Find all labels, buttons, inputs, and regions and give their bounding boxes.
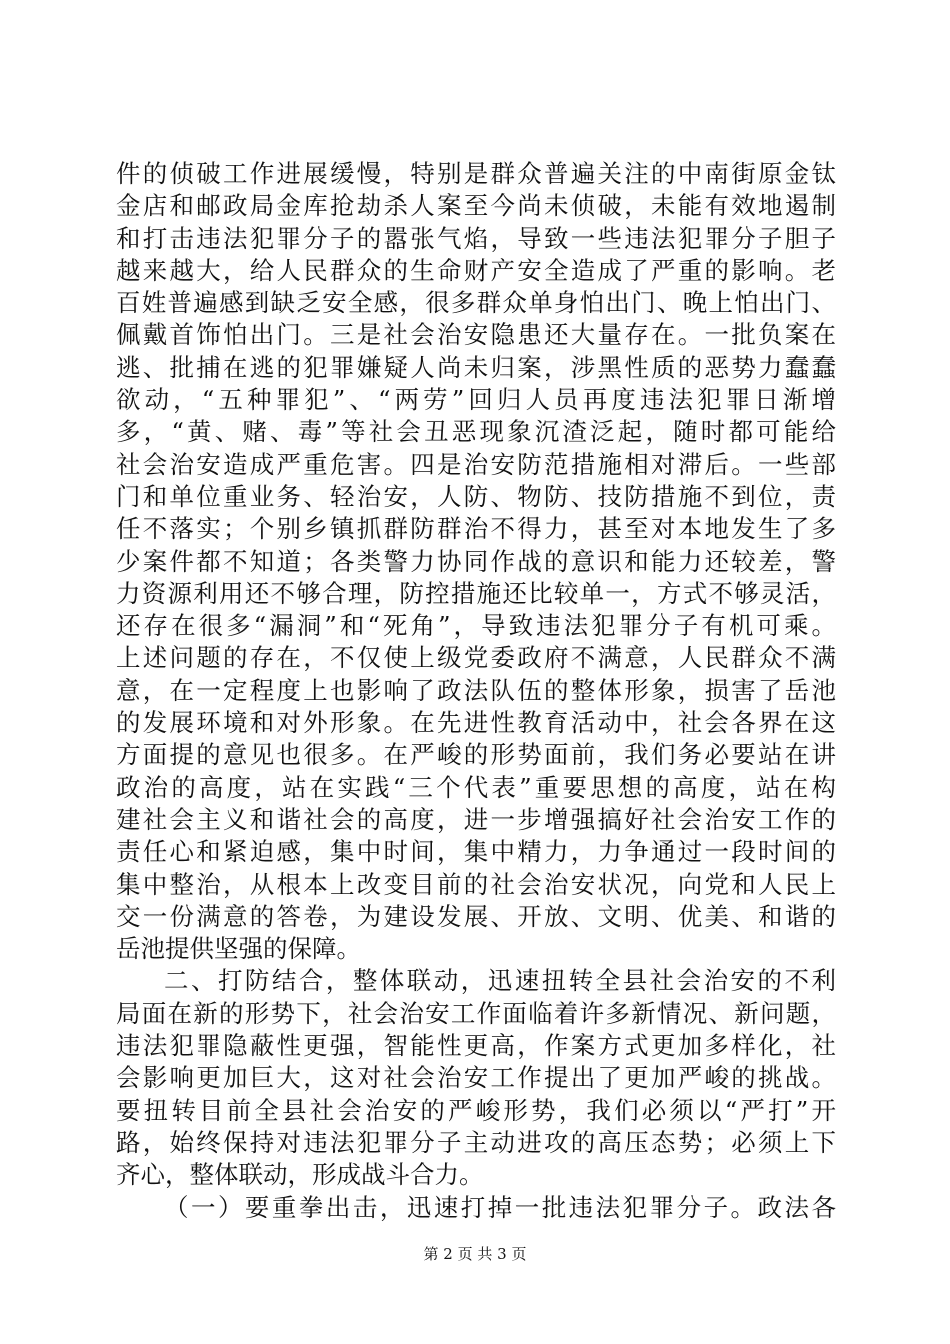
- text-line: 责任心和紧迫感，集中时间，集中精力，力争通过一段时间的: [116, 837, 836, 867]
- text-line: 的发展环境和对外形象。在先进性教育活动中，社会各界在这: [116, 708, 836, 738]
- text-line: （一）要重拳出击，迅速打掉一批违法犯罪分子。政法各: [164, 1192, 836, 1222]
- text-line: 违法犯罪隐蔽性更强，智能性更高，作案方式更加多样化，社: [116, 1031, 836, 1061]
- text-line: 路，始终保持对违法犯罪分子主动进攻的高压态势；必须上下: [116, 1127, 836, 1157]
- text-line: 佩戴首饰怕出门。三是社会治安隐患还大量存在。一批负案在: [116, 320, 836, 350]
- text-line: 力资源利用还不够合理，防控措施还比较单一，方式不够灵活，: [116, 578, 836, 608]
- text-line: 交一份满意的答卷，为建设发展、开放、文明、优美、和谐的: [116, 901, 836, 931]
- text-line: 局面在新的形势下，社会治安工作面临着许多新情况、新问题，: [116, 998, 836, 1028]
- text-line: 建社会主义和谐社会的高度，进一步增强搞好社会治安工作的: [116, 804, 836, 834]
- text-line: 岳池提供坚强的保障。: [116, 934, 361, 964]
- text-line: 会影响更加巨大，这对社会治安工作提出了更加严峻的挑战。: [116, 1063, 836, 1093]
- text-line: 多，“黄、赌、毒”等社会丑恶现象沉渣泛起，随时都可能给: [116, 417, 836, 447]
- text-line: 欲动，“五种罪犯”、“两劳”回归人员再度违法犯罪日渐增: [116, 385, 836, 415]
- text-line: 方面提的意见也很多。在严峻的形势面前，我们务必要站在讲: [116, 740, 836, 770]
- text-line: 还存在很多“漏洞”和“死角”，导致违法犯罪分子有机可乘。: [116, 611, 836, 641]
- text-line: 逃、批捕在逃的犯罪嫌疑人尚未归案，涉黑性质的恶势力蠢蠢: [116, 352, 836, 382]
- text-line: 齐心，整体联动，形成战斗合力。: [116, 1160, 484, 1190]
- text-line: 上述问题的存在，不仅使上级党委政府不满意，人民群众不满: [116, 643, 836, 673]
- text-line: 社会治安造成严重危害。四是治安防范措施相对滞后。一些部: [116, 449, 836, 479]
- body-text: [116, 158, 836, 1224]
- text-line: 任不落实；个别乡镇抓群防群治不得力，甚至对本地发生了多: [116, 514, 836, 544]
- text-line: 政治的高度，站在实践“三个代表”重要思想的高度，站在构: [116, 772, 836, 802]
- text-line: 意，在一定程度上也影响了政法队伍的整体形象，损害了岳池: [116, 675, 836, 705]
- text-line: 二、打防结合，整体联动，迅速扭转全县社会治安的不利: [164, 966, 836, 996]
- page-footer: 第 2 页 共 3 页: [423, 1245, 527, 1263]
- text-line: 少案件都不知道；各类警力协同作战的意识和能力还较差，警: [116, 546, 836, 576]
- text-line: 越来越大，给人民群众的生命财产安全造成了严重的影响。老: [116, 255, 836, 285]
- text-line: 门和单位重业务、轻治安，人防、物防、技防措施不到位，责: [116, 481, 836, 511]
- text-line: 金店和邮政局金库抢劫杀人案至今尚未侦破，未能有效地遏制: [116, 191, 836, 221]
- text-line: 件的侦破工作进展缓慢，特别是群众普遍关注的中南街原金钛: [116, 159, 836, 188]
- text-line: 百姓普遍感到缺乏安全感，很多群众单身怕出门、晚上怕出门、: [116, 288, 836, 318]
- text-line: 要扭转目前全县社会治安的严峻形势，我们必须以“严打”开: [116, 1095, 836, 1125]
- text-line: 和打击违法犯罪分子的嚣张气焰，导致一些违法犯罪分子胆子: [116, 223, 836, 253]
- text-line: 集中整治，从根本上改变目前的社会治安状况，向党和人民上: [116, 869, 836, 899]
